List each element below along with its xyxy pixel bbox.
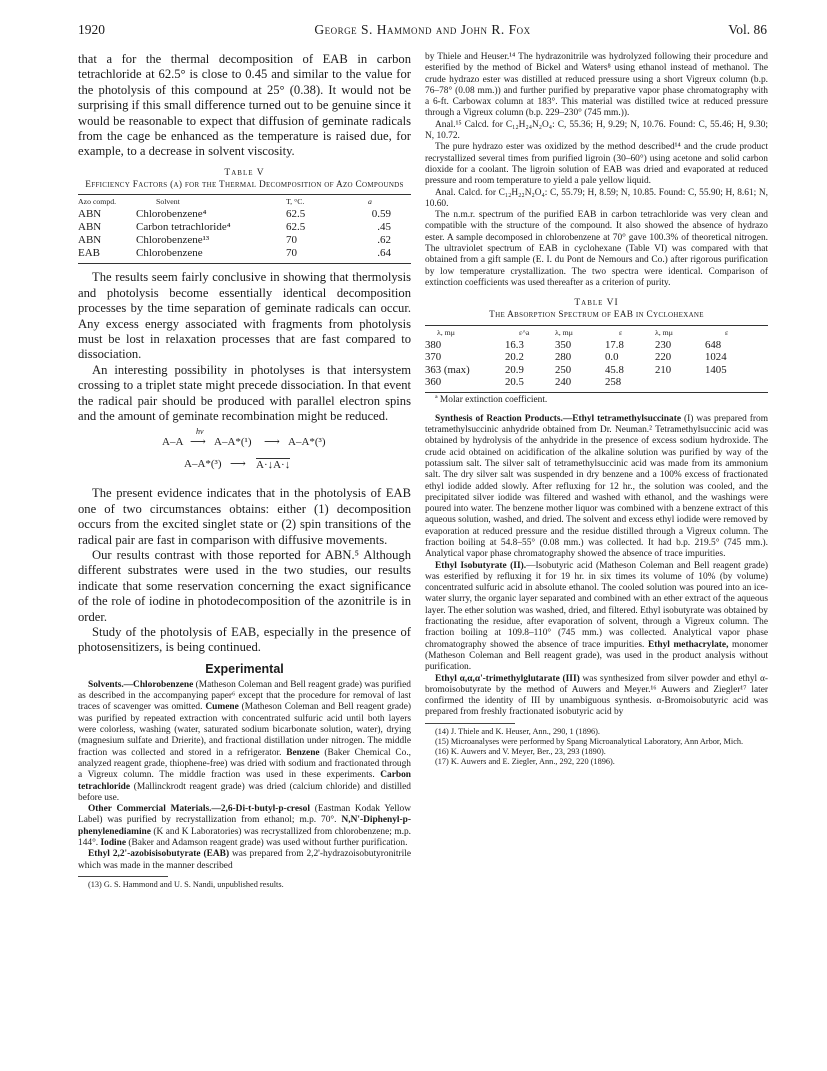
table-cell: 230 — [655, 338, 672, 351]
reaction-arrow: ⟶ — [230, 458, 246, 471]
bold-run: Ethyl α,α,α'-trimethylglutarate (III) — [435, 673, 580, 684]
bold-run: Other Commercial Materials.—2,6-Di-t-butyl-p-cresol — [88, 804, 310, 815]
table-cell: 45.8 — [605, 363, 624, 376]
footnote-rule — [78, 876, 168, 877]
table-cell: 380 — [425, 338, 442, 351]
table-cell: 0.59 — [371, 208, 391, 221]
table-cell: 370 — [425, 351, 442, 364]
table-header-cell: λ, mμ — [655, 327, 673, 337]
table-row — [78, 234, 411, 247]
text-run: (I) was prepared from tetramethylsuccinic anhydride obtained from Dr. Neuman.² Tetramethylsuccinic acid was obtained by hydrolysis of the anhydride in the presence of excess sodium hydroxide. The crude acid obtained on acidification of the alkaline solution was purified by way of the potassium salt. The silver salt of tetramethylsuccinic acid was made from its ammonium salt. The dry silver salt was suspended in dry benzene and a 100% excess of fractionated ethyl iodide added slowly. After refluxing for 12 hr., the solution was cooled, and the precipitated silver iodide was filtered and washed with ethanol, and the washings were poured into water. The benzene mother liquor was combined with a benzene extract of this aqueous solution, washed, and dried. The solvent and excess ethyl iodide were removed by evaporation at reduced pressure and the residue distilled through a Vigreux column. The fraction boiling at 54.8–55° (0.08 mm.) was collected. It had b.p. 219.5° (745 mm.). Analytical vapor phase chromatography showed the absence of trace impurities. — [425, 413, 768, 560]
table-cell: 20.2 — [505, 351, 524, 364]
table-cell: 350 — [555, 338, 572, 351]
table-header-row — [425, 328, 768, 339]
footnote-rule — [425, 723, 515, 724]
table-cell: Chlorobenzene — [136, 247, 203, 260]
table-cell — [705, 376, 768, 389]
table-row — [425, 351, 768, 364]
table-rule — [78, 194, 411, 195]
table-cell: .45 — [377, 221, 391, 234]
paragraph: The pure hydrazo ester was oxidized by the method described¹⁴ and the crude product recrystallized several times from purified ligroin (30–60°) using acetone and solid carbon dioxide for a coolant. The ligroin solution of EAB was dried and evaporated at reduced pressure and room temperature to yield a pale yellow liquid. — [425, 142, 768, 187]
table-vi — [425, 328, 768, 389]
text-run: (Mallinckrodt reagent grade) was dried (calcium chloride) and distilled before use. — [78, 781, 411, 803]
paragraph: by Thiele and Heuser.¹⁴ The hydrazonitrile was hydrolyzed following their procedure and esterified by the method of Bickel and Waters⁸ using ethanol instead of methanol. The crude hydrazo ester was distilled at reduced pressure using a short Vigreux column (b.p. 76–78° (0.08 mm.)) and further purified by preparative vapor phase chromatography with a 6-ft. Carbowax column at 183°. This material was distilled twice at reduced pressure through a Vigreux column (b.p. 229–230° (745 mm.)). — [425, 52, 768, 119]
table-row — [78, 247, 411, 260]
table-header-cell: T, °C. — [286, 197, 305, 207]
table-cell: 648 — [705, 338, 722, 351]
table-header-cell: Azo compd. — [78, 197, 117, 207]
scheme-species: A–A*(³) — [184, 458, 222, 471]
table-vi-label: Table VI — [574, 298, 619, 309]
table-header-cell: a — [368, 197, 372, 207]
table-cell: 363 (max) — [425, 363, 470, 376]
paragraph: Study of the photolysis of EAB, especially in the presence of photosensitizers, is being continued. — [78, 625, 411, 655]
page-number: 1920 — [78, 22, 105, 37]
text-run: (Baker Chemical Co., analyzed reagent grade, thiophene-free) was dried with sodium and fractionated through a Vigreux column. The middle fraction was used in these experiments. — [78, 747, 411, 781]
table-cell: 258 — [605, 376, 622, 389]
table-rule — [425, 392, 768, 393]
table-header-cell: λ, mμ — [437, 327, 455, 337]
paragraph: The present evidence indicates that in the photolysis of EAB one of two circumstances obtains: either (1) decomposition occurs from the excited singlet state or (2) spin transitions of the radical pair are fast in comparison with diffusive movements. — [78, 486, 411, 547]
table-cell: .64 — [377, 247, 391, 260]
table-cell: 220 — [655, 351, 672, 364]
table-cell: 1024 — [705, 351, 727, 364]
paragraph — [78, 680, 411, 804]
text-run: monomer (Matheson Coleman and Bell reagent grade), was used in the product analysis without purification. — [425, 639, 768, 673]
table-v — [78, 197, 411, 260]
table-cell: Carbon tetrachloride⁴ — [136, 221, 231, 234]
table-v-label: Table V — [224, 167, 265, 178]
reaction-scheme — [78, 427, 411, 478]
bold-run: Carbon tetrachloride — [78, 770, 411, 792]
table-cell: ABN — [78, 234, 102, 247]
left-column — [78, 52, 411, 1052]
table-cell: 0.0 — [605, 351, 619, 364]
text-run: —Isobutyric acid (Matheson Coleman and Bell reagent grade) was esterified by refluxing it for 19 hr. in six times its volume of 10% (by volume) concentrated sulfuric acid in absolute ethanol. The cooled solution was poured into an ice-water slurry, the organic layer separated and combined with an ether extract of the aqueous layer. The ether solution was washed, dried, and filtered. Ethyl isobutyrate was obtained by fractionating the residue, after evaporation of solvent, through a Vigreux column. The fraction boiling at 109.8–110° (745 mm.) was collected. Analytical vapor phase chromatography showed the absence of trace impurities. — [425, 560, 768, 650]
table-vi-caption: The Absorption Spectrum of EAB in Cyclohexane — [489, 310, 704, 321]
table-header-cell: ε — [619, 327, 623, 337]
table-cell: Chlorobenzene⁴ — [136, 208, 207, 221]
table-row — [78, 208, 411, 221]
table-header-cell: Solvent — [156, 197, 180, 207]
intro-paragraph: that a for the thermal decomposition of EAB in carbon tetrachloride at 62.5° is close to 0.45 and similar to the value for the photolysis of this compound at 25° (0.38). It would not be surprising if this small difference turned out to be genuine since it would be reasonable to expect that diffusion of geminate radicals from the cage be enhanced as the temperature is raised due, for example, to a decrease in solvent viscosity. — [78, 52, 411, 159]
bold-run: Ethyl 2,2'-azobisisobutyrate (EAB) — [88, 849, 230, 860]
table-cell: 20.5 — [505, 376, 524, 389]
table-cell: 62.5 — [286, 208, 306, 221]
table-cell: .62 — [377, 234, 391, 247]
paragraph — [425, 561, 768, 674]
table-row — [78, 221, 411, 234]
table-cell — [655, 376, 705, 389]
table-cell: 240 — [555, 376, 572, 389]
bold-run: N,N'-Diphenyl-p-phenylenediamine — [78, 815, 411, 837]
table-header-cell: ε — [725, 327, 729, 337]
scheme-species: A·↓A·↓ — [256, 459, 291, 472]
table-cell: 62.5 — [286, 221, 306, 234]
table-row — [425, 339, 768, 352]
table-footnote: ª Molar extinction coefficient. — [435, 394, 548, 405]
hv-label: hν — [196, 427, 204, 437]
footnote: (16) K. Auwers and V. Meyer, Ber., 23, 293 (1890). — [435, 747, 606, 757]
table-rule — [425, 325, 768, 326]
text-run: (Matheson Coleman and Bell reagent grade) was purified as described in the accompanying paper⁶ except that the procedure for removal of last traces of scavenger was omitted. — [78, 679, 411, 713]
section-heading: Experimental — [205, 661, 284, 676]
bold-run: Ethyl methacrylate, — [647, 639, 729, 650]
reaction-arrow: ⟶ — [190, 436, 206, 449]
text-run: was prepared from 2,2'-hydrazoisobutyronitrile which was made in the manner described — [78, 849, 411, 871]
table-cell: ABN — [78, 221, 102, 234]
table-cell: 210 — [655, 363, 672, 376]
paragraph: An interesting possibility in photolyses is that intersystem crossing to a triplet state might precede dissociation. In that event the radical pair should be produced with parallel electron spins and the amount of geminate recombination might be reduced. — [78, 362, 411, 423]
table-cell: EAB — [78, 247, 100, 260]
text-run: (Baker and Adamson reagent grade) was used without further purification. — [126, 838, 408, 849]
analysis-line: Anal.¹⁵ Calcd. for C₁₂H₂₄N₂O₄: C, 55.36; H, 9.29; N, 10.76. Found: C, 55.46; H, 9.30; N, 10.72. — [425, 119, 768, 142]
paragraph: The results seem fairly conclusive in showing that thermolysis and photolysis become essentially identical decomposition processes by the time separation of geminate radicals can occur. Any excess energy associated with fragments from photolysis must be lost in relaxation processes that are fast compared to dissociation. — [78, 270, 411, 362]
bold-run: Synthesis of Reaction Products.—Ethyl tetramethylsuccinate — [435, 413, 681, 424]
scheme-species: A–A — [162, 436, 184, 449]
scheme-species: A–A*(³) — [288, 436, 326, 449]
footnote: (15) Microanalyses were performed by Spang Microanalytical Laboratory, Ann Arbor, Mich. — [435, 736, 744, 746]
analysis-line: Anal. Calcd. for C₁₂H₂₂N₂O₄: C, 55.79; H, 8.59; N, 10.85. Found: C, 55.90; H, 8.61; N, 10.60. — [425, 187, 768, 209]
table-cell: 360 — [425, 376, 442, 389]
text-run: was synthesized from silver powder and ethyl α-bromoisobutyrate by the method of Auwers and Meyer.¹⁶ Auwers and Ziegler¹⁷ later confirmed the identity of III by unambiguous synthesis. α-Bromoisobutyric acid was prepared from freshly fractionated isobutyric acid by — [425, 673, 768, 718]
table-cell: 1405 — [705, 363, 727, 376]
table-header-cell: λ, mμ — [555, 327, 573, 337]
table-cell: 17.8 — [605, 338, 624, 351]
bold-run: Cumene — [205, 702, 239, 713]
running-title: George S. Hammond and John R. Fox — [314, 22, 531, 37]
text-run: (K and K Laboratories) was recrystallized from chlorobenzene; m.p. 144°. — [78, 826, 411, 849]
table-cell: 16.3 — [505, 338, 524, 351]
table-cell: 70 — [286, 247, 297, 260]
running-header — [78, 22, 767, 40]
table-cell: 20.9 — [505, 363, 524, 376]
footnote: (14) J. Thiele and K. Heuser, Ann., 290, 1 (1896). — [435, 726, 600, 736]
table-row — [425, 376, 768, 389]
table-cell: ABN — [78, 208, 102, 221]
bold-run: Solvents.—Chlorobenzene — [88, 679, 194, 690]
table-cell: 250 — [555, 363, 572, 376]
paragraph — [78, 804, 411, 849]
paragraph — [78, 849, 411, 872]
table-cell: 70 — [286, 234, 297, 247]
paragraph — [425, 674, 768, 719]
scheme-species: A–A*(¹) — [214, 436, 252, 449]
reaction-arrow: ⟶ — [264, 436, 280, 449]
table-rule — [78, 263, 411, 264]
table-v-caption: Efficiency Factors (a) for the Thermal Decomposition of Azo Compounds — [85, 179, 404, 190]
table-row — [425, 364, 768, 377]
footnote: (17) K. Auwers and E. Ziegler, Ann., 292, 220 (1896). — [435, 757, 615, 767]
paragraph: The n.m.r. spectrum of the purified EAB in carbon tetrachloride was very clean and compatible with the structure of the compound. It also showed the absence of hydrazo ester. A sample decomposed in chlorobenzene at 70° gave 100.3% of theoretical nitrogen. The ultraviolet spectrum of EAB in cyclohexane (Table VI) was compared with that obtained from a gift sample (E. I. du Pont de Nemours and Co.) after rigorous purification by low temperature crystallization. The two spectra were identical. Comparison of extinction coefficients was used thereafter as a criterion of purity. — [425, 210, 768, 288]
bold-run: Ethyl Isobutyrate (II). — [435, 560, 527, 571]
bold-run: Benzene — [286, 747, 320, 758]
text-run: (Eastman Kodak Yellow Label) was purified by recrystallization from ethanol; m.p. 70°. — [78, 804, 411, 826]
paragraph: Our results contrast with those reported for ABN.⁵ Although different substrates were used in the two studies, our results indicate that some reservation concerning the exact significance of the role of iodine in photodecomposition of the azonitrile is in order. — [78, 548, 411, 624]
bold-run: Iodine — [100, 838, 127, 849]
text-run: (Matheson Coleman and Bell reagent grade) was purified by repeated extraction with concentrated sulfuric acid until both layers were colorless, washing (water, saturated sodium bicarbonate solution, water), drying (magnesium sulfate and Drierite), and fractional distillation under nitrogen. The middle fraction was collected and stored in a refrigerator. — [78, 702, 411, 758]
table-header-cell: ε^a — [519, 327, 530, 337]
table-cell: 280 — [555, 351, 572, 364]
footnote: (13) G. S. Hammond and U. S. Nandi, unpublished results. — [88, 879, 284, 889]
right-column — [425, 52, 768, 1052]
volume-label: Vol. 86 — [728, 22, 767, 37]
paragraph — [425, 414, 768, 561]
table-cell: Chlorobenzene¹³ — [136, 234, 210, 247]
table-header-row — [78, 197, 411, 208]
